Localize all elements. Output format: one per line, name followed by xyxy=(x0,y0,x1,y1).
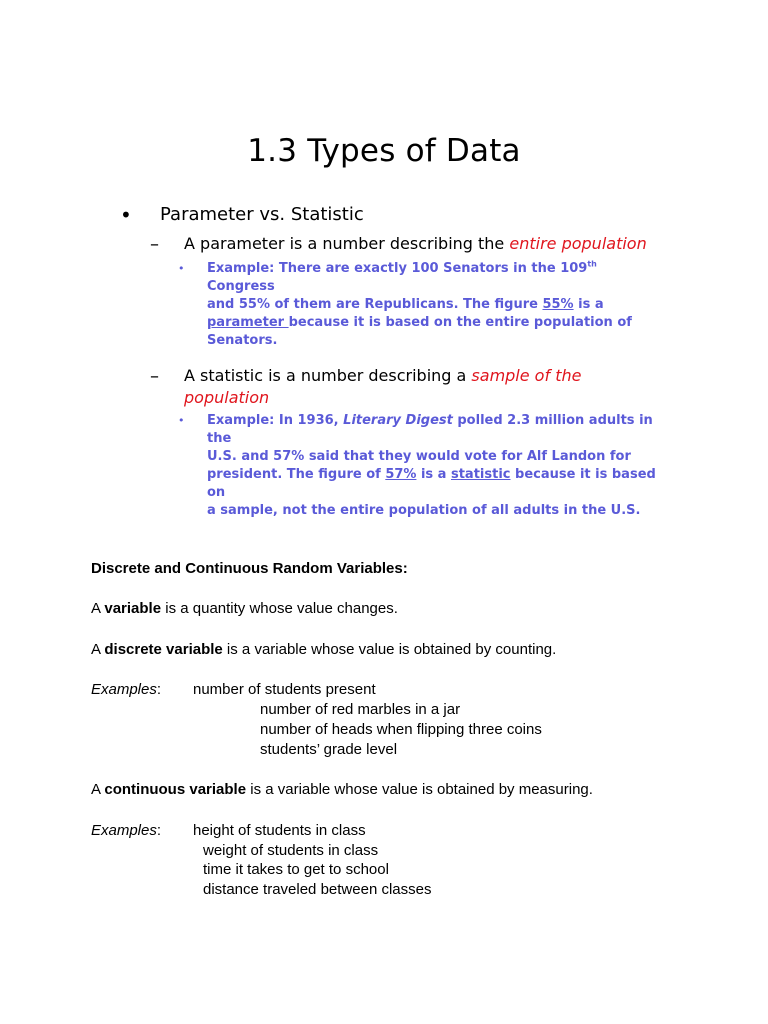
list-item: number of students present xyxy=(193,681,376,698)
bullet-heading: Parameter vs. Statistic xyxy=(160,204,364,225)
sub-bullet-icon: • xyxy=(178,414,185,427)
statistic-example xyxy=(207,412,667,520)
statistic-emphasis: sample of the xyxy=(471,366,582,385)
continuous-examples-label: Examples: xyxy=(91,822,162,839)
parameter-example-line-2: and 55% of them are Republicans. The figure 55% is a xyxy=(207,297,604,312)
statistic-example-line-3: president. The figure of 57% is a statistic because it is based on xyxy=(207,467,656,500)
statistic-example-line-4: a sample, not the entire population of all adults in the U.S. xyxy=(207,503,641,518)
list-item: distance traveled between classes xyxy=(203,881,432,898)
bullet-icon: • xyxy=(120,203,132,227)
list-item: students’ grade level xyxy=(260,741,398,758)
sub-bullet-icon: • xyxy=(178,262,185,275)
list-item: time it takes to get to school xyxy=(203,861,389,878)
list-item: number of heads when flipping three coins xyxy=(260,721,542,738)
statistic-example-line-2: U.S. and 57% said that they would vote for Alf Landon for xyxy=(207,449,631,464)
discrete-definition: A discrete variable is a variable whose value is obtained by counting. xyxy=(91,641,557,658)
list-item: height of students in class xyxy=(193,822,366,839)
parameter-example-line-1: Example: There are exactly 100 Senators in the 109th Congress xyxy=(207,259,597,294)
statistic-text: A statistic is a number describing a xyxy=(184,366,472,385)
parameter-example-line-4: Senators. xyxy=(207,333,278,348)
variable-definition: A variable is a quantity whose value changes. xyxy=(91,600,398,617)
parameter-emphasis: entire population xyxy=(509,234,647,253)
parameter-example-line-3: parameter because it is based on the entire population of xyxy=(207,315,632,330)
parameter-text: A parameter is a number describing the xyxy=(184,234,510,253)
section-heading: Discrete and Continuous Random Variables: xyxy=(91,560,408,577)
list-item: number of red marbles in a jar xyxy=(260,701,461,718)
continuous-definition: A continuous variable is a variable whose value is obtained by measuring. xyxy=(91,781,593,798)
statistic-emphasis-2: population xyxy=(184,388,270,407)
statistic-example-line-1: Example: In 1936, Literary Digest polled 2.3 million adults in the xyxy=(207,413,653,446)
parameter-example xyxy=(207,260,667,350)
dash-icon: – xyxy=(150,366,159,387)
list-item: weight of students in class xyxy=(203,842,379,859)
discrete-examples-label: Examples: xyxy=(91,681,162,698)
statistic-definition xyxy=(184,365,581,409)
page-title: 1.3 Types of Data xyxy=(247,133,521,169)
parameter-definition xyxy=(184,233,647,255)
dash-icon: – xyxy=(150,234,159,255)
